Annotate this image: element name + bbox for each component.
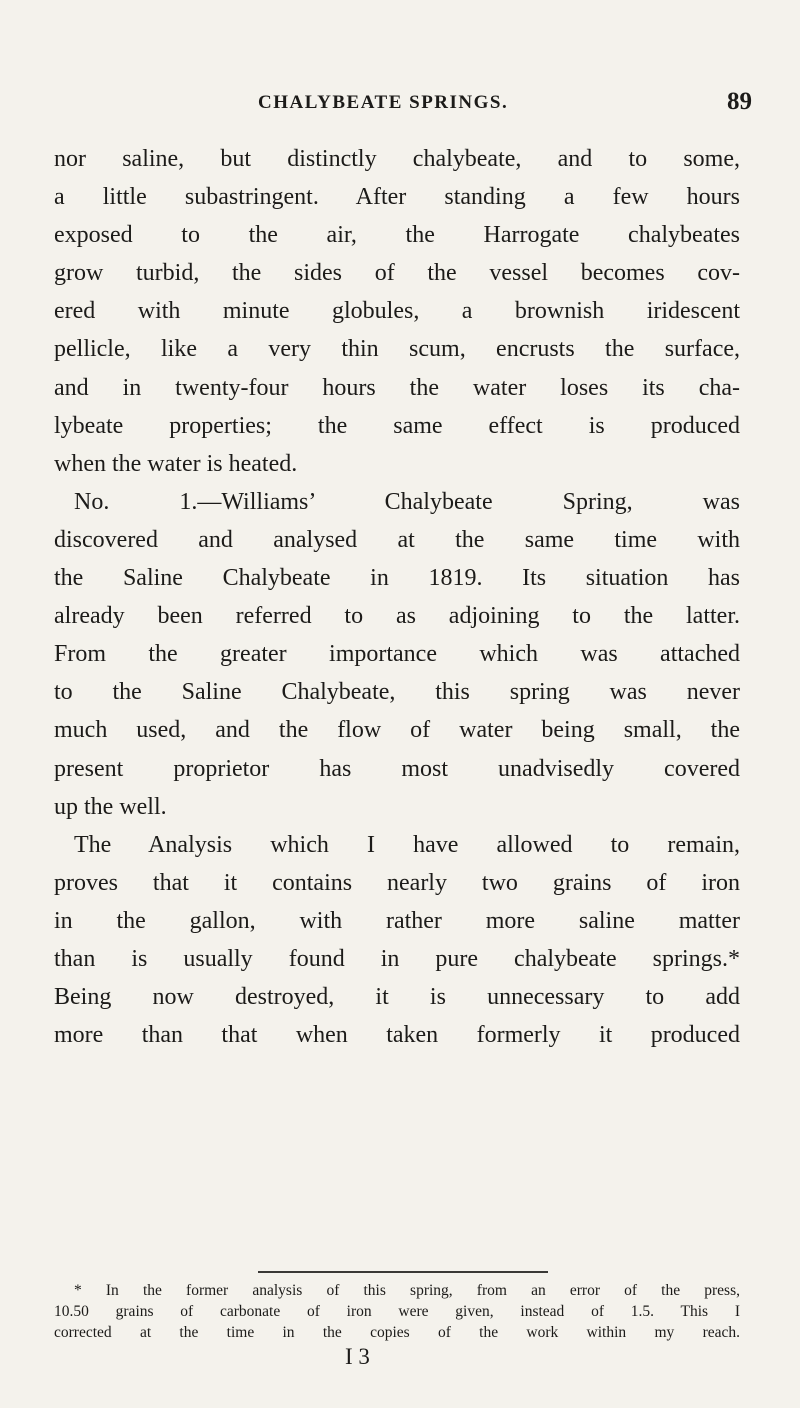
body-line: pellicle, like a very thin scum, encrusts the surface, (54, 336, 740, 363)
body-line: and in twenty-four hours the water loses its cha- (54, 374, 740, 401)
body-line: nor saline, but distinctly chalybeate, and to some, (54, 146, 740, 172)
body-line: already been referred to as adjoining to the latter. (54, 603, 740, 630)
footnote (54, 1280, 740, 1343)
body-line: the Saline Chalybeate in 1819. Its situation has (54, 565, 740, 592)
body-line: grow turbid, the sides of the vessel becomes cov- (54, 260, 740, 287)
body-line: up the well. (54, 793, 167, 820)
body-line: From the greater importance which was attached (54, 641, 740, 668)
body-line: present proprietor has most unadvisedly covered (54, 755, 740, 782)
body-line: than is usually found in pure chalybeate springs.* (54, 945, 740, 972)
section-heading-line: No. 1.—Williams’ Chalybeate Spring, was (74, 488, 740, 515)
body-line: discovered and analysed at the same time with (54, 526, 740, 553)
footnote-divider (258, 1271, 548, 1273)
footnote-line: 10.50 grains of carbonate of iron were given, instead of 1.5. This I (54, 1303, 740, 1320)
body-line: when the water is heated. (54, 450, 298, 477)
body-line: a little subastringent. After standing a few hours (54, 184, 740, 211)
body-line: much used, and the flow of water being small, the (54, 717, 740, 744)
page-number: 89 (727, 88, 752, 115)
body-line: The Analysis which I have allowed to remain, (74, 831, 740, 858)
body-line: Being now destroyed, it is unnecessary to add (54, 984, 740, 1011)
body-line: more than that when taken formerly it produced (54, 1022, 740, 1049)
footnote-line: corrected at the time in the copies of the work within my reach. (54, 1324, 740, 1341)
signature-mark: I 3 (345, 1344, 370, 1369)
body-line: to the Saline Chalybeate, this spring was never (54, 679, 740, 706)
body-line: in the gallon, with rather more saline matter (54, 907, 740, 934)
body-line: ered with minute globules, a brownish iridescent (54, 298, 740, 325)
footnote-line: * In the former analysis of this spring, from an error of the press, (74, 1282, 740, 1299)
running-head: CHALYBEATE SPRINGS. (258, 92, 509, 113)
body-text (54, 140, 740, 1054)
body-line: proves that it contains nearly two grains of iron (54, 869, 740, 896)
body-line: lybeate properties; the same effect is produced (54, 412, 740, 439)
body-line: exposed to the air, the Harrogate chalybeates (54, 222, 740, 249)
